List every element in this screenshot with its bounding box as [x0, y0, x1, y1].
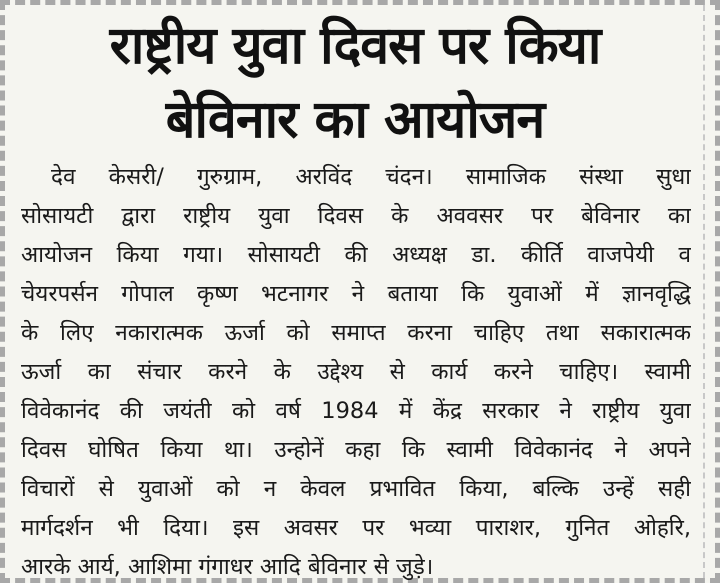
body-line: दिवस घोषित किया था। उन्होनें कहा कि स्वामी विवेकानंद ने अपने	[21, 437, 691, 463]
body-line: विवेकानंद की जयंती को वर्ष 1984 में केंद्र सरकार ने राष्ट्रीय युवा	[21, 398, 691, 424]
body-line: सोसायटी द्वारा राष्ट्रीय युवा दिवस के अववसर पर बेविनार का	[21, 203, 691, 229]
body-line: के लिए नकारात्मक ऊर्जा को समाप्त करना चाहिए तथा सकारात्मक	[21, 320, 691, 346]
headline-line-2: बेविनार का आयोजन	[165, 90, 545, 150]
body-line: चेयरपर्सन गोपाल कृष्ण भटनागर ने बताया कि युवाओं में ज्ञानवृद्धि	[21, 281, 691, 307]
clipping-edge	[703, 5, 705, 578]
body-line: आयोजन किया गया। सोसायटी की अध्यक्ष डा. कीर्ति वाजपेयी व	[21, 242, 691, 268]
article-body	[21, 158, 691, 587]
headline-line-1: राष्ट्रीय युवा दिवस पर किया	[109, 16, 601, 76]
body-line: आरके आर्य, आशिमा गंगाधर आदि बेविनार से जुड़े।	[21, 554, 434, 580]
body-line: ऊर्जा का संचार करने के उद्देश्य से कार्य करने चाहिए। स्वामी	[21, 359, 691, 385]
body-line: विचारों से युवाओं को न केवल प्रभावित किया, बल्कि उन्हें सही	[21, 476, 691, 502]
headline	[19, 9, 691, 157]
body-line: मार्गदर्शन भी दिया। इस अवसर पर भव्या पाराशर, गुनित ओहरि,	[21, 515, 691, 541]
body-line: देव केसरी/ गुरुग्राम, अरविंद चंदन। सामाजिक संस्था सुधा	[51, 164, 691, 190]
